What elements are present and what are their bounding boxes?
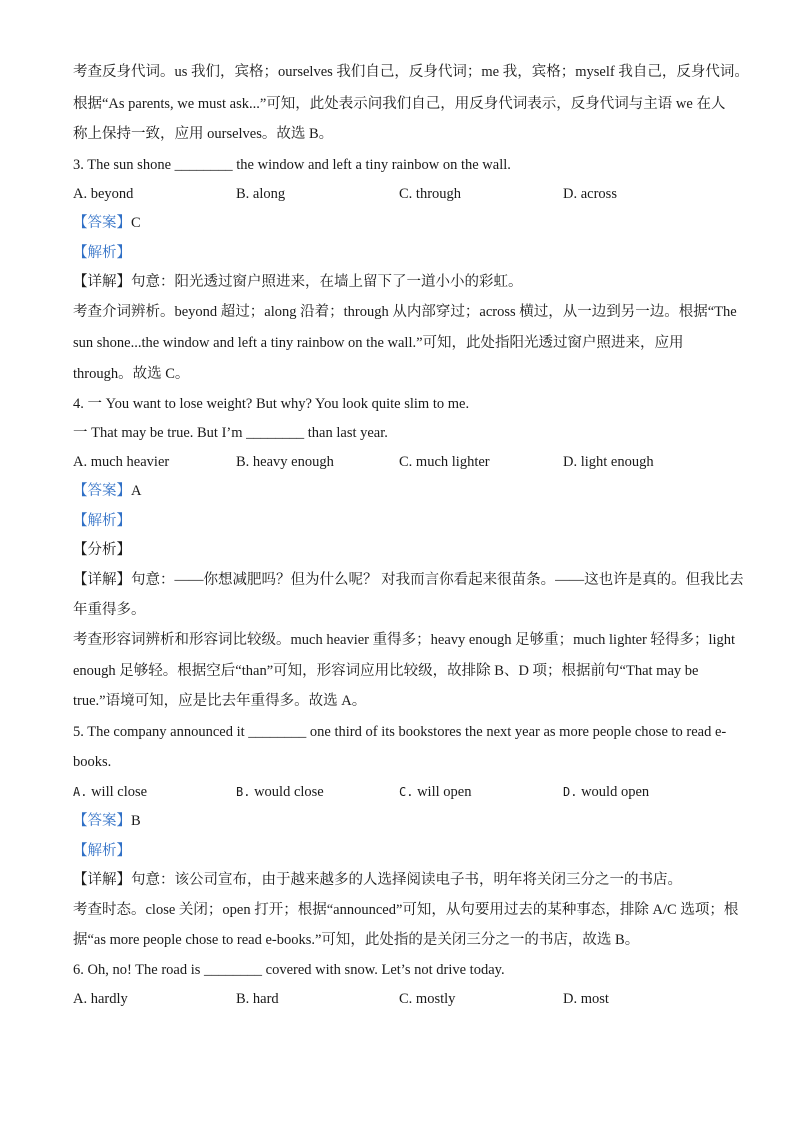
q3-question: 3. The sun shone ________ the window and left a tiny rainbow on the wall.	[73, 157, 511, 173]
q5-question-1: 5. The company announced it ________ one third of its bookstores the next year as more people chose to read e-	[73, 724, 727, 740]
q4-answer-value: A	[131, 483, 142, 499]
q5-answer-value: B	[131, 813, 141, 829]
q5-option-b-label: B.	[236, 785, 251, 799]
q5-detail-tag: 【详解】	[73, 872, 131, 888]
q5-option-a	[73, 782, 147, 802]
q5-option-a-text: will close	[91, 784, 148, 800]
q5-option-d-text: would open	[581, 784, 650, 800]
q3-option-d: D. across	[563, 186, 617, 202]
q4-question-1: 4. 一 You want to lose weight? But why? You look quite slim to me.	[73, 396, 470, 412]
q4-option-d: D. light enough	[563, 454, 654, 470]
q3-detail-text: 句意：阳光透过窗户照进来，在墙上留下了一道小小的彩虹。	[131, 274, 523, 290]
q3-option-b: B. along	[236, 186, 286, 202]
q3-option-a: A. beyond	[73, 186, 134, 202]
q6-option-c: C. mostly	[399, 991, 456, 1007]
q4-option-b: B. heavy enough	[236, 454, 334, 470]
q5-option-d	[563, 782, 649, 802]
q6-option-b: B. hard	[236, 991, 279, 1007]
q3-explanation-3: through。故选 C。	[73, 366, 190, 382]
q5-detail	[73, 870, 682, 890]
q3-answer	[73, 213, 141, 233]
q5-option-c-label: C.	[399, 785, 414, 799]
q4-explanation-1: 考查形容词辨析和形容词比较级。much heavier 重得多；heavy enough 足够重；much lighter 轻得多；light	[73, 632, 736, 648]
q3-detail-tag: 【详解】	[73, 274, 131, 290]
intro-line-1: 考查反身代词。us 我们，宾格；ourselves 我们自己，反身代词；me 我，宾格；myself 我自己，反身代词。	[73, 64, 749, 80]
q4-analysis-tag: 【解析】	[73, 513, 131, 529]
q5-explanation-2: 据“as more people chose to read e-books.”可知，此处指的是关闭三分之一的书店，故选 B。	[73, 932, 640, 948]
q6-option-a: A. hardly	[73, 991, 128, 1007]
q5-option-b	[236, 782, 324, 802]
q4-fenxi-tag: 【分析】	[73, 542, 131, 558]
q4-answer-tag: 【答案】	[73, 483, 131, 499]
q4-detail-2: 年重得多。	[73, 602, 146, 618]
q4-detail	[73, 570, 744, 590]
q5-question-2: books.	[73, 754, 112, 770]
intro-line-3: 称上保持一致，应用 ourselves。故选 B。	[73, 126, 334, 142]
q5-analysis-tag: 【解析】	[73, 843, 131, 859]
q3-answer-tag: 【答案】	[73, 215, 131, 231]
q4-option-a: A. much heavier	[73, 454, 170, 470]
q3-explanation-2: sun shone...the window and left a tiny rainbow on the wall.”可知，此处指阳光透过窗户照进来，应用	[73, 335, 684, 351]
q3-detail	[73, 272, 523, 292]
q5-option-c-text: will open	[417, 784, 472, 800]
q3-answer-value: C	[131, 215, 141, 231]
q5-option-c	[399, 782, 471, 802]
q3-option-c: C. through	[399, 186, 462, 202]
q5-explanation-1: 考查时态。close 关闭；open 打开；根据“announced”可知，从句要用过去的某种事态，排除 A/C 选项；根	[73, 902, 739, 918]
q4-option-c: C. much lighter	[399, 454, 490, 470]
q6-option-d: D. most	[563, 991, 609, 1007]
q4-detail-tag: 【详解】	[73, 572, 131, 588]
q4-question-2: 一 That may be true. But I’m ________ than last year.	[73, 425, 388, 441]
q6-question: 6. Oh, no! The road is ________ covered with snow. Let’s not drive today.	[73, 962, 505, 978]
q4-explanation-3: true.”语境可知，应是比去年重得多。故选 A。	[73, 693, 367, 709]
q3-explanation-1: 考查介词辨析。beyond 超过；along 沿着；through 从内部穿过；across 横过，从一边到另一边。根据“The	[73, 304, 737, 320]
q5-detail-text: 句意：该公司宣布，由于越来越多的人选择阅读电子书，明年将关闭三分之一的书店。	[131, 872, 682, 888]
q5-answer-tag: 【答案】	[73, 813, 131, 829]
q4-explanation-2: enough 足够轻。根据空后“than”可知，形容词应用比较级，故排除 B、D 项；根据前句“That may be	[73, 663, 699, 679]
q5-answer	[73, 811, 141, 831]
q4-answer	[73, 481, 141, 501]
q5-option-d-label: D.	[563, 785, 578, 799]
intro-line-2: 根据“As parents, we must ask...”可知，此处表示问我们自己，用反身代词表示，反身代词与主语 we 在人	[73, 96, 726, 112]
q5-option-a-label: A.	[73, 785, 88, 799]
q5-option-b-text: would close	[254, 784, 324, 800]
q4-detail-text: 句意：——你想减肥吗？但为什么呢？ 对我而言你看起来很苗条。——这也许是真的。但我比去	[131, 572, 744, 588]
q3-analysis-tag: 【解析】	[73, 245, 131, 261]
